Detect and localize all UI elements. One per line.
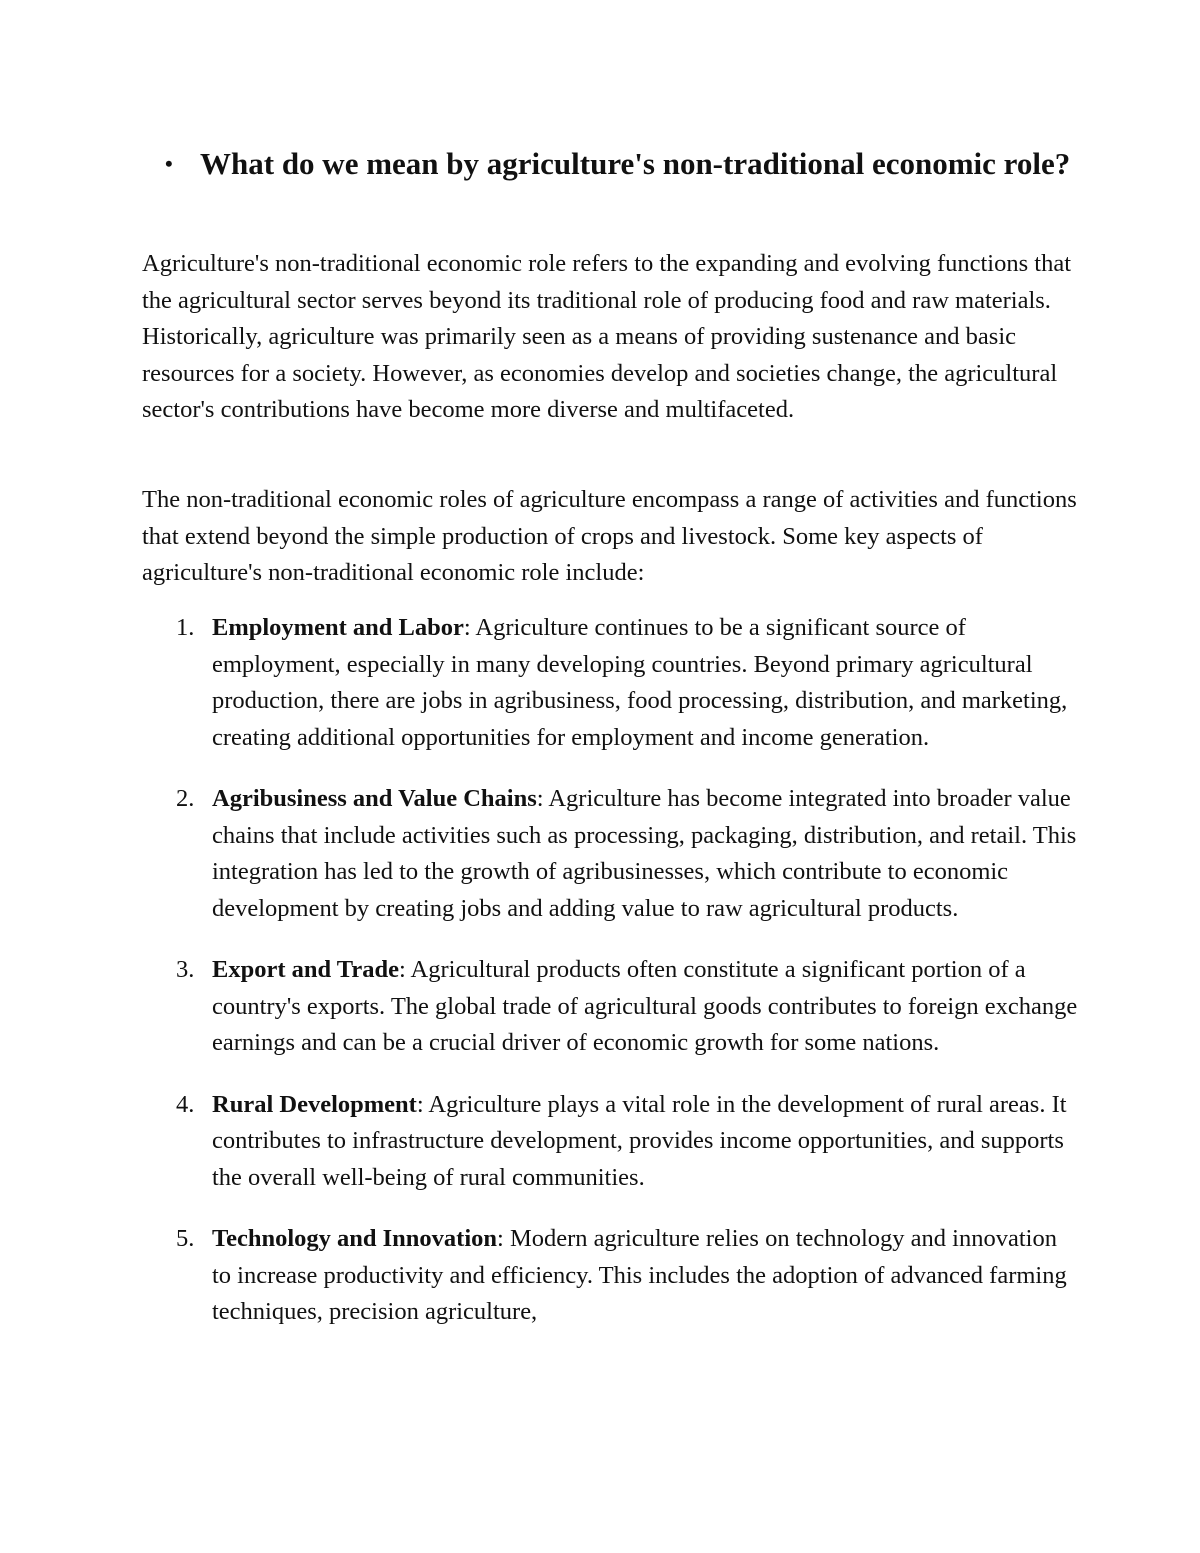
list-item-body: : Agriculture continues to be a significant source of employment, especially in many developing countries. Beyond primary agricultural production, there are jobs in agribusiness, food processing, distribution, and marketing, creating additional opportunities for employment and income generation. [212,614,1068,751]
aspects-paragraph: The non-traditional economic roles of agriculture encompass a range of activities and functions that extend beyond the simple production of crops and livestock. Some key aspects of agriculture's non-traditional economic role include: [142,486,1077,586]
heading-text: What do we mean by agriculture's non-traditional economic role? [200,146,1071,181]
list-item-body: : Modern agriculture relies on technology and innovation to increase productivity and efficiency. This includes the adoption of advanced farming techniques, precision agriculture, [212,1225,1067,1325]
list-item-number: 4. [176,1090,195,1118]
bullet-icon: • [165,151,173,176]
list-item-body: : Agriculture plays a vital role in the development of rural areas. It contributes to infrastructure development, provides income opportunities, and supports the overall well-being of rural communities. [212,1090,1067,1191]
list-item-body: : Agricultural products often constitute a significant portion of a country's exports. The global trade of agricultural goods contributes to foreign exchange earnings and can be a crucial driver of economic growth for some nations. [212,956,1078,1056]
list-item [142,1087,1082,1197]
list-item-number: 5. [176,1225,195,1252]
list-item-title: Rural Development [212,1090,417,1118]
intro-paragraph: Agriculture's non-traditional economic role refers to the expanding and evolving functions that the agricultural sector serves beyond its traditional role of producing food and raw materials. Historically, agriculture was primarily seen as a means of providing sustenance and basic resources for a society. However, as economies develop and societies change, the agricultural sector's contributions have become more diverse and multifaceted. [142,250,1072,423]
list-item [142,781,1082,927]
list-item [142,1221,1082,1331]
list-item-number: 1. [176,614,195,641]
list-item-title: Agribusiness and Value Chains [212,785,537,812]
key-aspects-list [142,610,1082,1356]
section-heading [165,142,1080,185]
list-item-body: : Agriculture has become integrated into broader value chains that include activities such as processing, packaging, distribution, and retail. This integration has led to the growth of agribusinesses, which contribute to economic development by creating jobs and adding value to raw agricultural products. [212,785,1077,922]
list-item-number: 2. [176,785,195,812]
list-item-number: 3. [176,956,195,983]
list-item-title: Export and Trade [212,956,399,983]
list-item [142,952,1082,1062]
list-item-title: Employment and Labor [212,614,464,641]
list-item [142,610,1082,756]
list-item-title: Technology and Innovation [212,1225,498,1252]
